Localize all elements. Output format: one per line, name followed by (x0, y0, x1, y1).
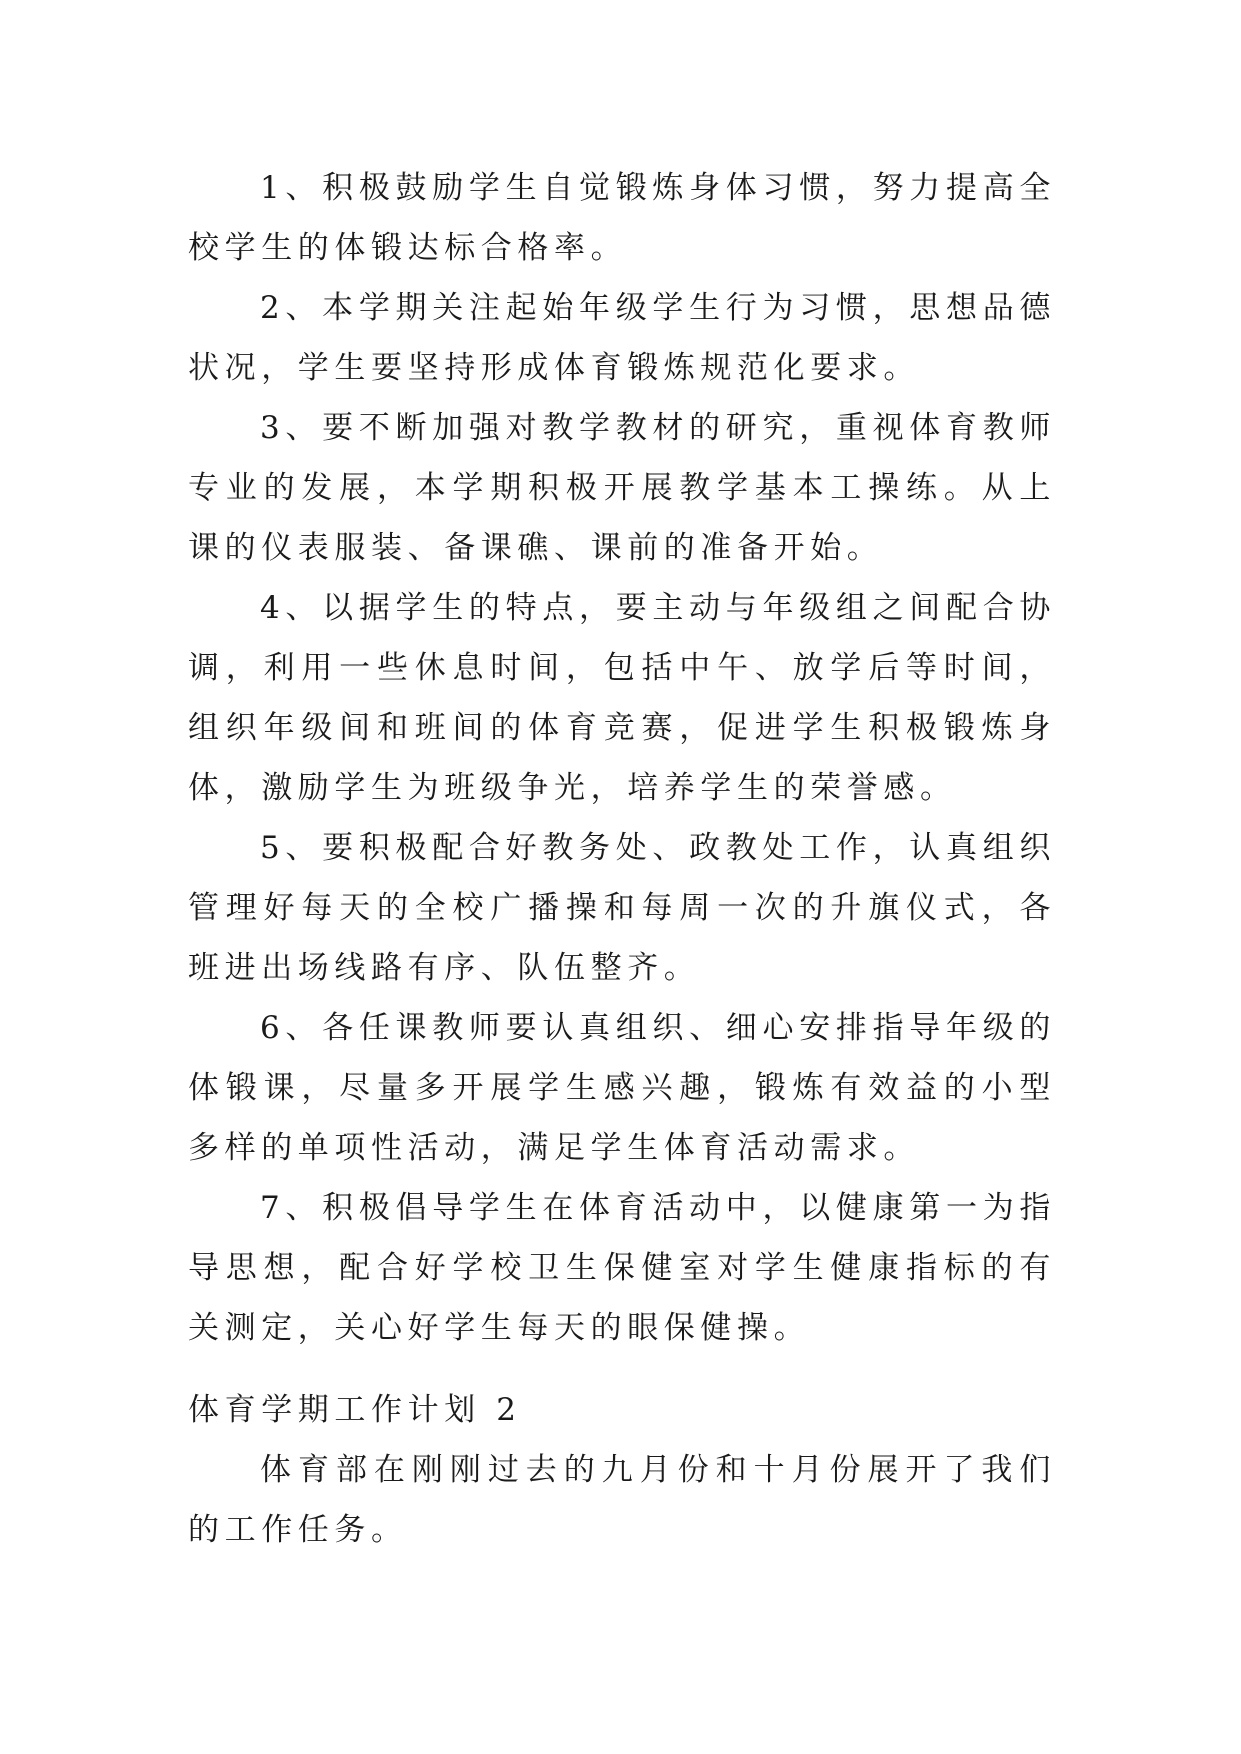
section-heading: 体育学期工作计划 2 (188, 1392, 522, 1428)
paragraph-4: 4、以据学生的特点，要主动与年级组之间配合协调，利用一些休息时间，包括中午、放学后等时间，组织年级间和班间的体育竞赛，促进学生积极锻炼身体，激励学生为班级争光，培养学生的荣誉感。 (188, 590, 1056, 806)
paragraph-6: 6、各任课教师要认真组织、细心安排指导年级的体锻课，尽量多开展学生感兴趣，锻炼有效益的小型多样的单项性活动，满足学生体育活动需求。 (188, 1010, 1056, 1166)
section-paragraph-1: 体育部在刚刚过去的九月份和十月份展开了我们的工作任务。 (188, 1452, 1056, 1548)
paragraph-7: 7、积极倡导学生在体育活动中，以健康第一为指导思想，配合好学校卫生保健室对学生健康指标的有关测定，关心好学生每天的眼保健操。 (188, 1190, 1056, 1346)
paragraph-3: 3、要不断加强对教学教材的研究，重视体育教师专业的发展，本学期积极开展教学基本工操练。从上课的仪表服装、备课礁、课前的准备开始。 (188, 410, 1056, 566)
paragraph-2: 2、本学期关注起始年级学生行为习惯，思想品德状况，学生要坚持形成体育锻炼规范化要求。 (188, 290, 1056, 386)
document-body (188, 158, 1056, 1560)
paragraph-5: 5、要积极配合好教务处、政教处工作，认真组织管理好每天的全校广播操和每周一次的升旗仪式，各班进出场线路有序、队伍整齐。 (188, 830, 1056, 986)
paragraph-1: 1、积极鼓励学生自觉锻炼身体习惯，努力提高全校学生的体锻达标合格率。 (188, 170, 1056, 266)
